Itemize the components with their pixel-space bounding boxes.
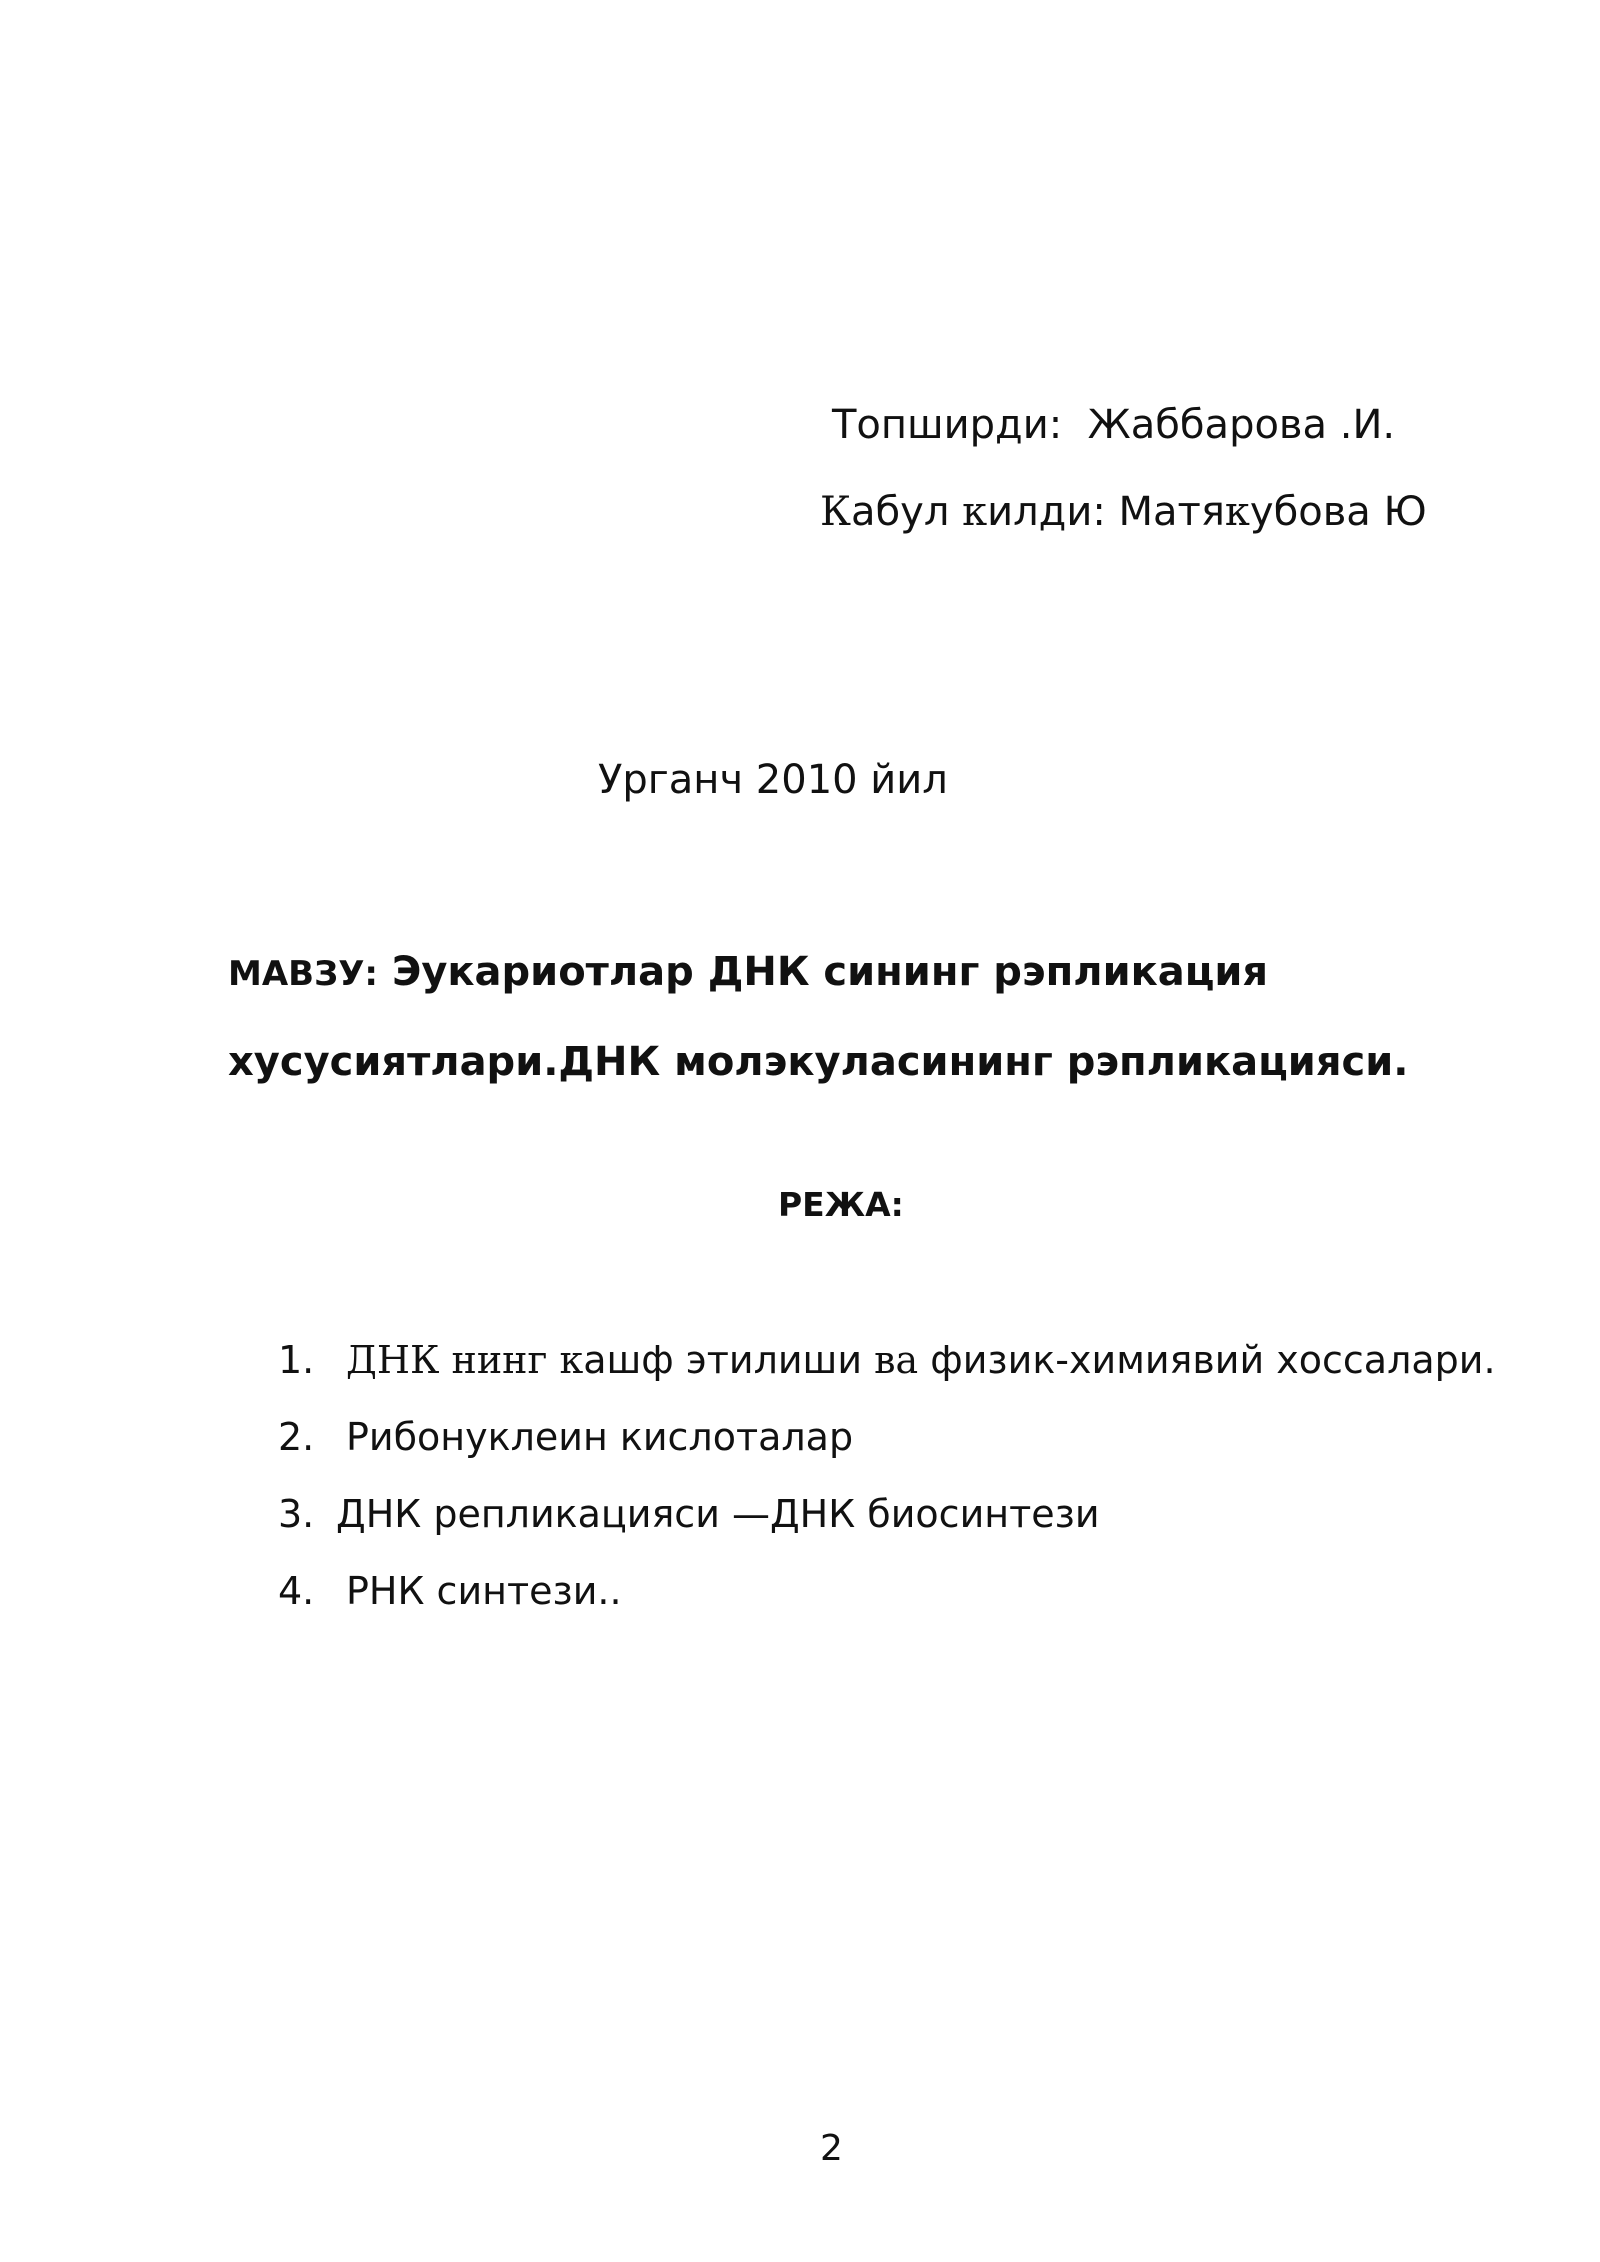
plan-item [278,1492,1496,1569]
submitted-by-line [832,402,1396,448]
plan-list [278,1338,1496,1646]
topic-heading [228,928,1438,1106]
topic-label: МАВЗУ: [228,954,379,994]
plan-item-text-part: ДНК нинг к [346,1338,584,1382]
plan-item-number: 1. [278,1338,315,1382]
plan-item-text: РНК синтези.. [346,1569,622,1613]
accepted-by-label-part: абул [850,489,963,535]
submitted-by-name: Жаббарова .И. [1087,402,1396,448]
plan-item-text: ДНК репликацияси —ДНК биосинтези [336,1492,1100,1536]
topic-title: Эукариотлар ДНК сининг рэпликация хусусиятлари.ДНК молэкуласининг рэпликацияси. [228,949,1409,1085]
accepted-by-label-part: К [820,489,851,535]
submitted-by-label: Топширди: [832,402,1063,448]
plan-item-number: 4. [278,1569,315,1613]
plan-item-text-part: физик-химиявий хоссалари. [918,1338,1496,1382]
plan-item-text: Рибонуклеин кислоталар [346,1415,854,1459]
plan-item-text-part: ашф этилиши [583,1338,875,1382]
accepted-by-name-part: к [1224,489,1250,535]
place-and-year: Урганч 2010 йил [598,757,948,803]
accepted-by-label-part: илди: [987,489,1106,535]
plan-item [278,1569,1496,1646]
accepted-by-line [820,489,1427,535]
accepted-by-name-part: убова Ю [1249,489,1427,535]
plan-item-text-part: ва [874,1338,919,1382]
page-number: 2 [820,2128,843,2169]
plan-item [278,1338,1496,1415]
accepted-by-label-part: к [962,489,988,535]
accepted-by-name-part: Матя [1118,489,1225,535]
plan-item-number: 2. [278,1415,315,1459]
plan-item [278,1415,1496,1492]
plan-item-number: 3. [278,1492,315,1536]
plan-title: РЕЖА: [778,1185,904,1224]
